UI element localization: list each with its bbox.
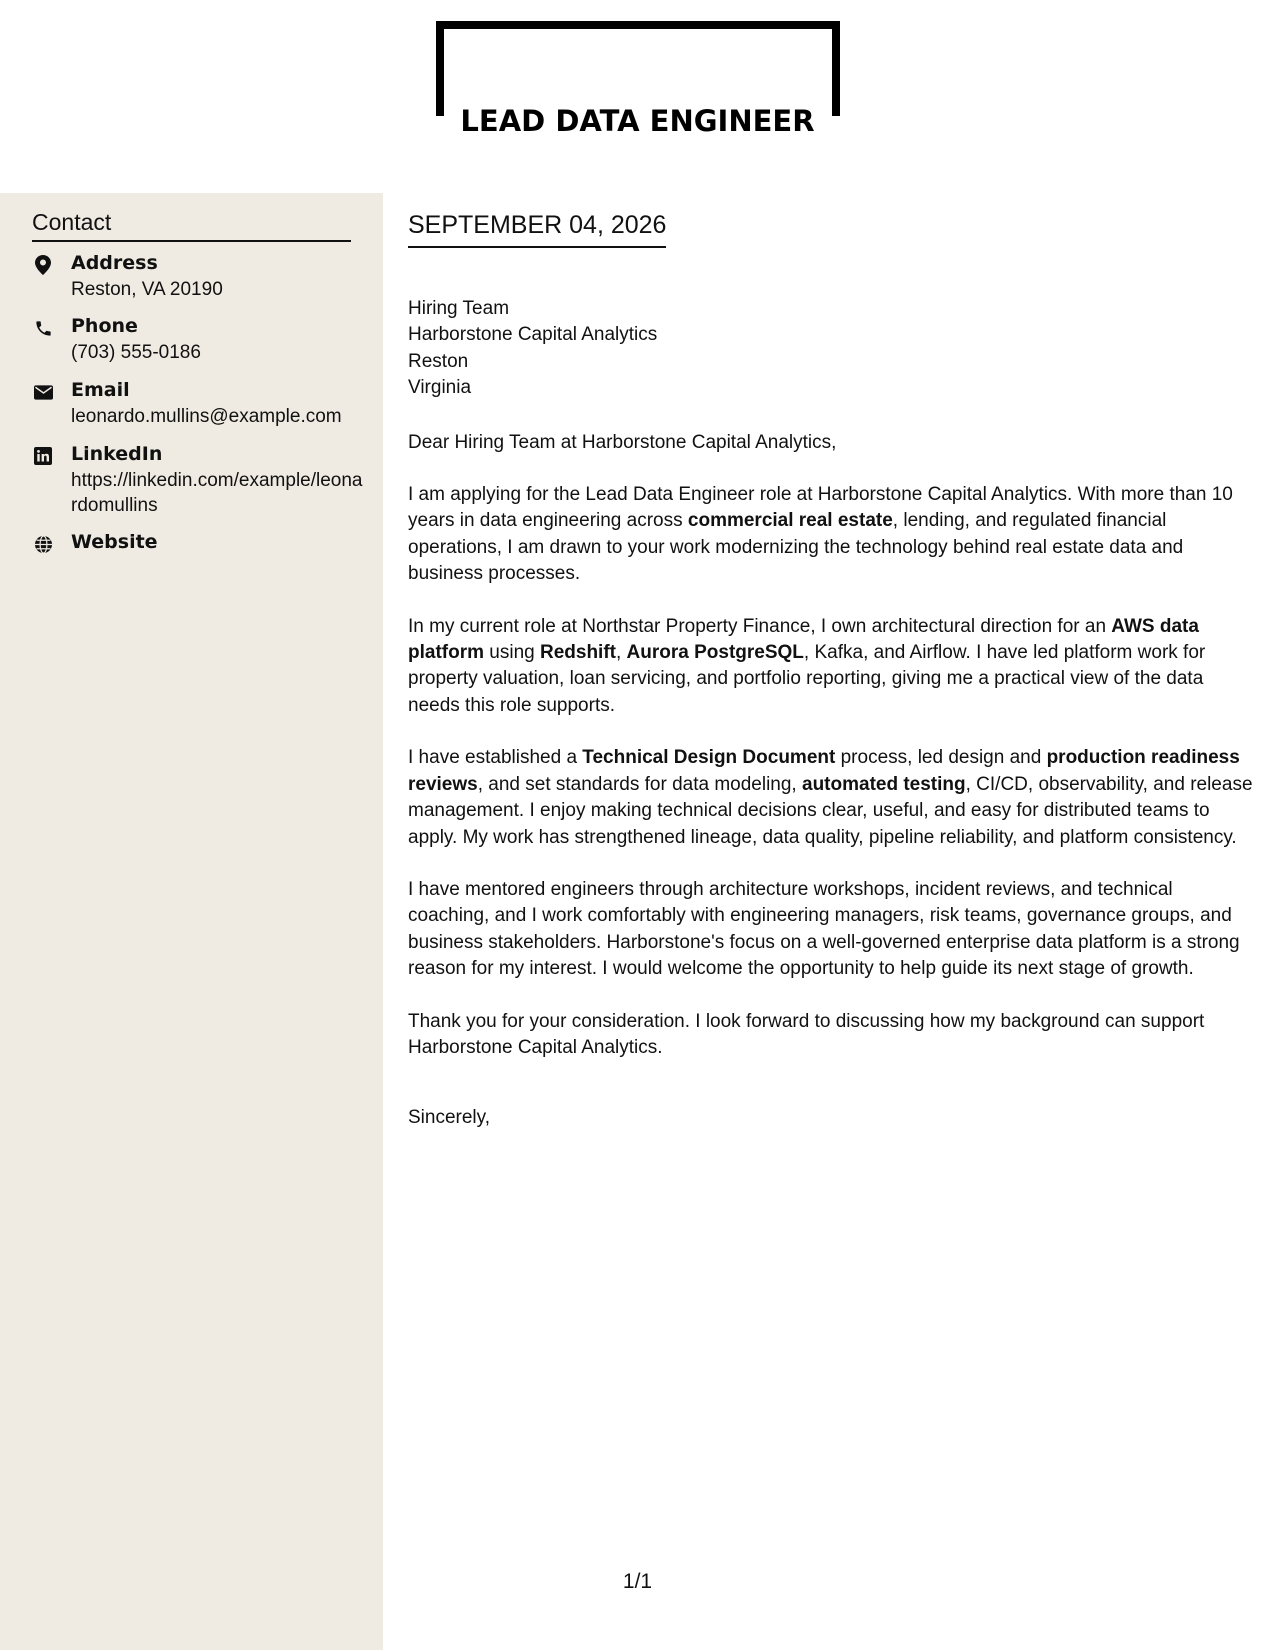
closing: Sincerely, <box>408 1107 491 1129</box>
page-number: 1/1 <box>622 1570 653 1593</box>
linkedin-icon <box>32 445 54 467</box>
page-title: LEAD DATA ENGINEER <box>0 98 1275 144</box>
paragraph-1: I am applying for the Lead Data Engineer role at Harborstone Capital Analytics. With more than 10 years in data engineering across commercial real estate, lending, and regulated financial operations, I am drawn to your work modernizing the technology behind real estate data and business processes. <box>408 484 1233 585</box>
linkedin-link[interactable]: https://linkedin.com/example/leonardomullins <box>71 470 363 516</box>
map-pin-icon <box>32 254 54 276</box>
header <box>0 0 1275 193</box>
letter-body <box>408 270 1254 1158</box>
paragraph-5: Thank you for your consideration. I look forward to discussing how my background can support Harborstone Capital Analytics. <box>408 1010 1205 1058</box>
email-link[interactable]: leonardo.mullins@example.com <box>71 406 342 427</box>
recipient-line: Virginia <box>408 377 472 399</box>
paragraph-2: In my current role at Northstar Property Finance, I own architectural direction for an AWS data platform using Redshift, Aurora PostgreSQL, Kafka, and Airflow. I have led platform work for property valuation, loan servicing, and portfolio reporting, giving me a practical view of the data needs this role supports. <box>408 615 1206 716</box>
phone-icon <box>32 317 54 339</box>
paragraph-4: I have mentored engineers through architecture workshops, incident reviews, and technical coaching, and I work comfortably with engineering managers, risk teams, governance groups, and business stakeholders. Harborstone's focus on a well-governed enterprise data platform is a strong reason for my interest. I would welcome the opportunity to help guide its next stage of growth. <box>408 878 1240 980</box>
letter-date: SEPTEMBER 04, 2026 <box>408 211 666 248</box>
email-icon <box>32 381 54 403</box>
paragraph-3: I have established a Technical Design Document process, led design and production readiness reviews, and set standards for data modeling, automated testing, CI/CD, observability, and release management. I enjoy making technical decisions clear, useful, and easy for distributed teams to apply. My work has strengthened lineage, data quality, pipeline reliability, and platform consistency. <box>408 747 1253 848</box>
contact-heading: Contact <box>32 209 351 242</box>
globe-icon <box>32 533 54 555</box>
recipient-line: Reston <box>408 350 469 372</box>
recipient-line: Hiring Team <box>408 298 510 319</box>
salutation: Dear Hiring Team at Harborstone Capital Analytics, <box>408 431 837 453</box>
recipient-line: Harborstone Capital Analytics <box>408 324 658 346</box>
